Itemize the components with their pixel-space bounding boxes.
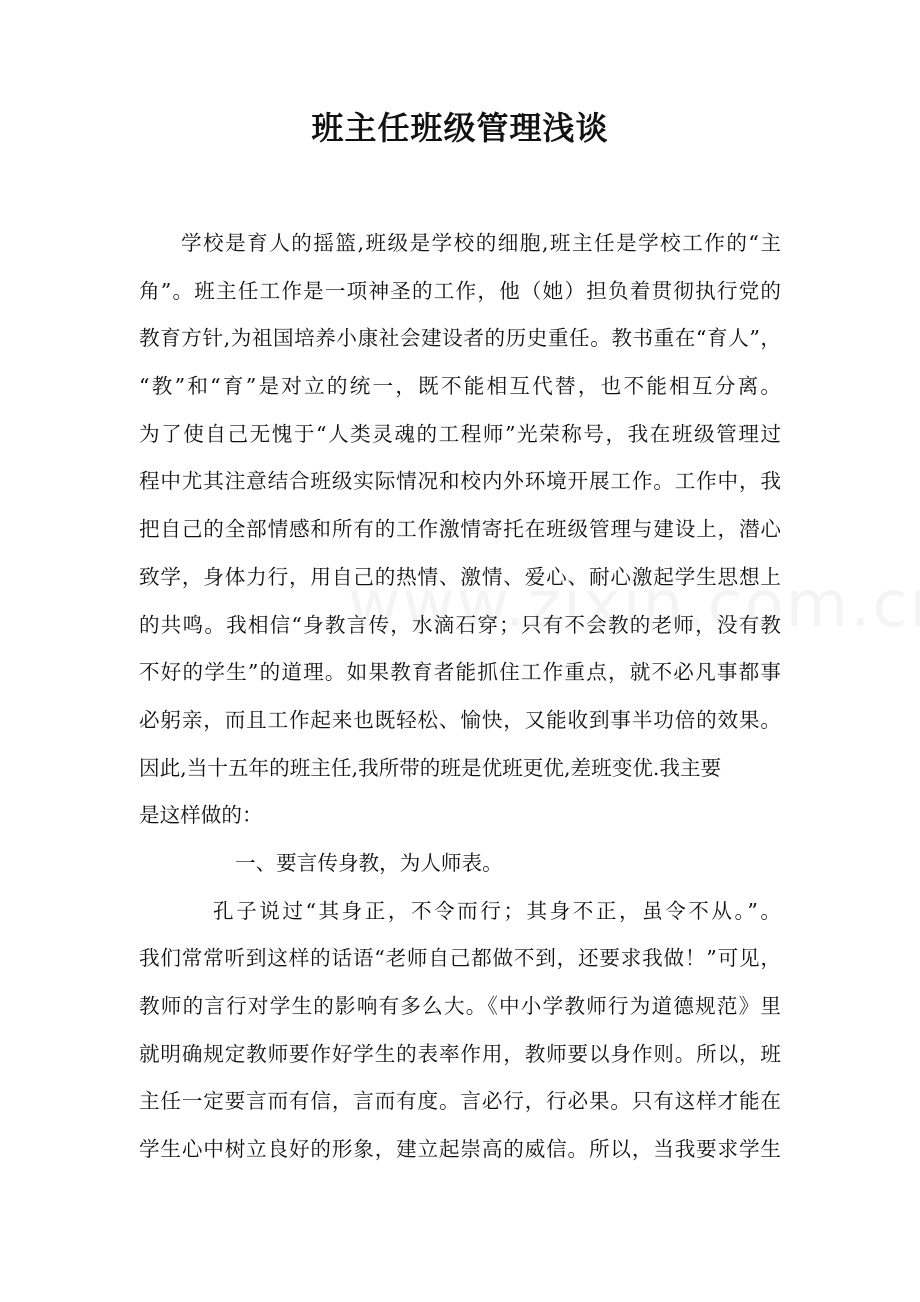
text-line: 教育方针,为祖国培养小康社会建设者的历史重任。教书重在“育人”， [139, 326, 781, 351]
text-line: “教”和“育”是对立的统一，既不能相互代替，也不能相互分离。 [139, 374, 781, 399]
paragraph-section-1 [139, 888, 781, 1174]
text-line: 我们常常听到这样的话语“老师自己都做不到，还要求我做！”可见， [139, 946, 781, 971]
text-line: 程中尤其注意结合班级实际情况和校内外环境开展工作。工作中，我 [139, 469, 781, 494]
section-heading: 一、要言传身教，为人师表。 [235, 850, 503, 875]
paragraph-intro [139, 220, 781, 840]
text-line: 因此,当十五年的班主任,我所带的班是优班更优,差班变优.我主要 [139, 755, 722, 780]
text-line: 是这样做的： [139, 803, 263, 828]
text-line: 必躬亲，而且工作起来也既轻松、愉快，又能收到事半功倍的效果。 [139, 707, 781, 732]
text-line: 致学，身体力行，用自己的热情、激情、爱心、耐心激起学生思想上 [139, 564, 781, 589]
text-line: 把自己的全部情感和所有的工作激情寄托在班级管理与建设上，潜心 [139, 517, 781, 542]
text-line: 为了使自己无愧于“人类灵魂的工程师”光荣称号，我在班级管理过 [139, 421, 781, 446]
text-line: 的共鸣。我相信“身教言传，水滴石穿；只有不会教的老师，没有教 [139, 612, 781, 637]
text-line: 学校是育人的摇篮,班级是学校的细胞,班主任是学校工作的“主 [181, 231, 781, 255]
text-line: 角”。班主任工作是一项神圣的工作，他（她）担负着贯彻执行党的 [139, 278, 781, 303]
document-title: 班主任班级管理浅谈 [311, 109, 609, 147]
text-line: 教师的言行对学生的影响有多么大。《中小学教师行为道德规范》里 [139, 994, 781, 1018]
text-line: 孔子说过“其身正，不令而行；其身不正，虽令不从。”。 [213, 898, 781, 923]
text-line: 学生心中树立良好的形象，建立起崇高的威信。所以，当我要求学生 [139, 1137, 781, 1162]
document-body [139, 220, 781, 1174]
text-line: 主任一定要言而有信，言而有度。言必行，行必果。只有这样才能在 [139, 1089, 781, 1114]
text-line: 就明确规定教师要作好学生的表率作用，教师要以身作则。所以，班 [139, 1041, 781, 1066]
text-line: 不好的学生”的道理。如果教育者能抓住工作重点，就不必凡事都事 [139, 660, 781, 685]
